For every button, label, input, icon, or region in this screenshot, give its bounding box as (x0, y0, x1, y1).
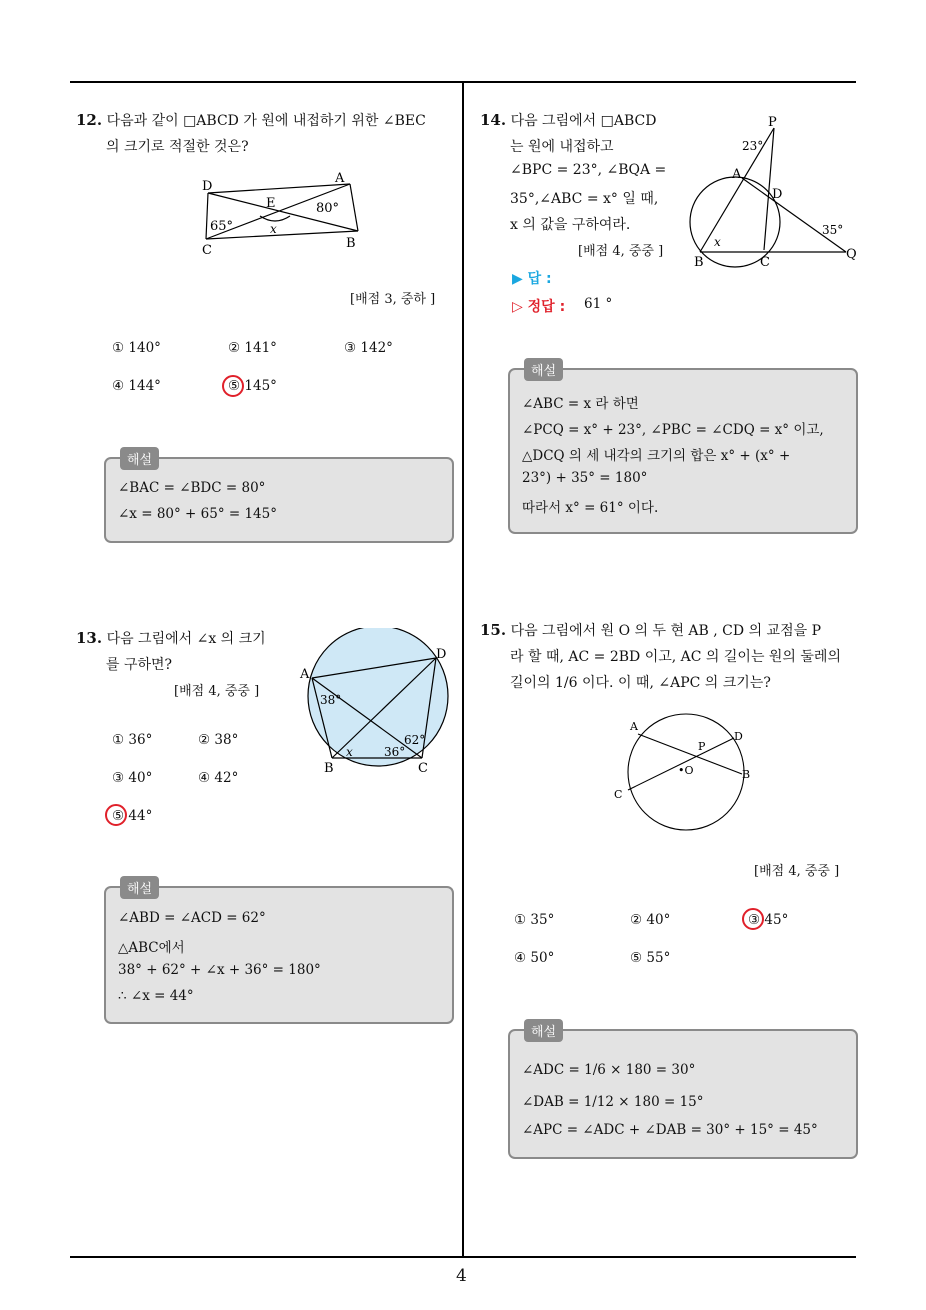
q14-explain-3: △DCQ 의 세 내각의 크기의 합은 x° + (x° + (522, 448, 791, 464)
q12-label-E: E (266, 196, 276, 211)
q13-explain-2: △ABC에서 (118, 940, 185, 956)
q15-label-B: B (742, 768, 751, 781)
q12-label-B: B (346, 236, 356, 251)
q14-figure (688, 110, 860, 270)
q14-label-A: A (732, 167, 742, 182)
q14-label-B: B (694, 255, 704, 270)
q15-choice-2[interactable]: ② 40° (630, 912, 671, 928)
q13-angle-62: 62° (404, 733, 426, 747)
q15-choice-4[interactable]: ④ 50° (514, 950, 555, 966)
q12-explanation-tag: 해설 (120, 447, 159, 470)
q13-choice-2[interactable]: ② 38° (198, 732, 239, 748)
q12-choice-1[interactable]: ① 140° (112, 340, 161, 356)
q12-label-D: D (202, 179, 213, 194)
q15-label-A: A (630, 720, 638, 733)
q14-correct-value: 61 ° (584, 296, 613, 312)
q14-label-Q: Q (846, 247, 857, 262)
q13-angle-36: 36° (384, 745, 406, 759)
q12-explanation-box (104, 457, 454, 543)
q13-text-1: 다음 그림에서 ∠x 의 크기 (106, 631, 266, 647)
q13-choice-5[interactable]: ⑤ 44° (112, 808, 153, 824)
q15-choice-3[interactable]: ③ 45° (748, 912, 789, 928)
q13-answer-mark (105, 804, 127, 826)
q14-angle-x: x (714, 235, 721, 249)
q14-angle-23: 23° (742, 139, 764, 153)
q12-label-A: A (335, 171, 345, 186)
q13-label-C: C (418, 761, 428, 774)
q12-choice-5[interactable]: ⑤ 145° (228, 378, 277, 394)
q14-text-4: 35°,∠ABC = x° 일 때, (510, 191, 659, 207)
q14-number: 14. (480, 111, 507, 129)
q13-line2: 를 구하면? (106, 657, 173, 673)
q15-text-1: 다음 그림에서 원 O 의 두 현 AB , CD 의 교점을 P (510, 623, 821, 639)
q14-text-1: 다음 그림에서 □ABCD (510, 113, 657, 129)
q13-explain-3: 38° + 62° + ∠x + 36° = 180° (118, 962, 321, 978)
q14-correct-label: ▷ 정답 : (512, 299, 566, 315)
q14-label-C: C (760, 255, 770, 270)
q15-text-3: 길이의 1/6 이다. 이 때, ∠APC 의 크기는? (510, 675, 771, 691)
q13-label-D: D (436, 647, 447, 662)
q14-explain-2: ∠PCQ = x° + 23°, ∠PBC = ∠CDQ = x° 이고, (522, 422, 824, 438)
q12-answer-mark (222, 375, 244, 397)
q15-label-P: P (698, 740, 706, 753)
q15-answer-mark (742, 908, 764, 930)
q15-explain-3: ∠APC = ∠ADC + ∠DAB = 30° + 15° = 45° (522, 1122, 818, 1138)
q12-choice-4[interactable]: ④ 144° (112, 378, 161, 394)
q13-number: 13. (76, 629, 103, 647)
q12-line2: 의 크기로 적절한 것은? (106, 139, 249, 155)
q14-label-D: D (772, 187, 783, 202)
q12-choice-2[interactable]: ② 141° (228, 340, 277, 356)
q13-explain-1: ∠ABD = ∠ACD = 62° (118, 910, 266, 926)
q12-angle-x: x (270, 222, 277, 236)
q14-explanation-tag: 해설 (524, 358, 563, 381)
q14-line1 (480, 110, 656, 130)
q15-line1 (480, 620, 821, 640)
q13-explain-4: ∴ ∠x = 44° (118, 988, 194, 1004)
q12-choice-3[interactable]: ③ 142° (344, 340, 393, 356)
q15-label-O: •O (678, 764, 694, 777)
q15-explanation-tag: 해설 (524, 1019, 563, 1042)
q12-angle-80: 80° (316, 201, 340, 216)
q14-explain-5: 따라서 x° = 61° 이다. (522, 500, 659, 516)
q13-choice-1[interactable]: ① 36° (112, 732, 153, 748)
q15-figure (610, 710, 760, 834)
q12-label-C: C (202, 243, 212, 258)
q13-choice-3[interactable]: ③ 40° (112, 770, 153, 786)
q13-angle-38: 38° (320, 693, 342, 707)
q15-choice-1[interactable]: ① 35° (514, 912, 555, 928)
q15-text-2: 라 할 때, AC = 2BD 이고, AC 의 길이는 원의 둘레의 (510, 649, 841, 665)
q15-choice-5[interactable]: ⑤ 55° (630, 950, 671, 966)
q15-explain-1: ∠ADC = 1/6 × 180 = 30° (522, 1062, 696, 1078)
q12-number: 12. (76, 111, 103, 129)
q15-score: [배점 4, 중중 ] (754, 864, 840, 879)
q12-text-1: 다음과 같이 □ABCD 가 원에 내접하기 위한 ∠BEC (106, 113, 426, 129)
q12-angle-65: 65° (210, 219, 234, 234)
q12-figure (190, 168, 370, 260)
q12-explain-2: ∠x = 80° + 65° = 145° (118, 506, 277, 522)
q14-label-P: P (768, 115, 777, 130)
q14-text-5: x 의 값을 구하여라. (510, 217, 631, 233)
q13-label-B: B (324, 761, 334, 774)
q13-explanation-tag: 해설 (120, 876, 159, 899)
q12-explain-1: ∠BAC = ∠BDC = 80° (118, 480, 266, 496)
q13-line1 (76, 628, 266, 648)
q13-figure (296, 628, 458, 774)
q14-explain-4: 23°) + 35° = 180° (522, 470, 648, 486)
q14-score: [배점 4, 중중 ] (578, 244, 664, 259)
q15-number: 15. (480, 621, 507, 639)
q13-choice-4[interactable]: ④ 42° (198, 770, 239, 786)
q14-text-2: 는 원에 내접하고 (510, 139, 614, 155)
q13-score: [배점 4, 중중 ] (174, 684, 260, 699)
q12-line1 (76, 110, 426, 130)
q13-angle-x: x (346, 745, 353, 759)
q14-explain-1: ∠ABC = x 라 하면 (522, 396, 639, 412)
page-number: 4 (456, 1266, 467, 1286)
q15-label-D: D (734, 730, 743, 743)
q12-score: [배점 3, 중하 ] (350, 292, 436, 307)
q14-text-3: ∠BPC = 23°, ∠BQA = (510, 162, 667, 178)
q15-label-C: C (614, 788, 623, 801)
bottom-rule (70, 1256, 856, 1258)
q14-angle-35: 35° (822, 223, 844, 237)
q15-explain-2: ∠DAB = 1/12 × 180 = 15° (522, 1094, 704, 1110)
column-divider (462, 82, 464, 1258)
q13-label-A: A (300, 667, 310, 682)
q14-answer-label: ▶ 답 : (512, 271, 552, 287)
